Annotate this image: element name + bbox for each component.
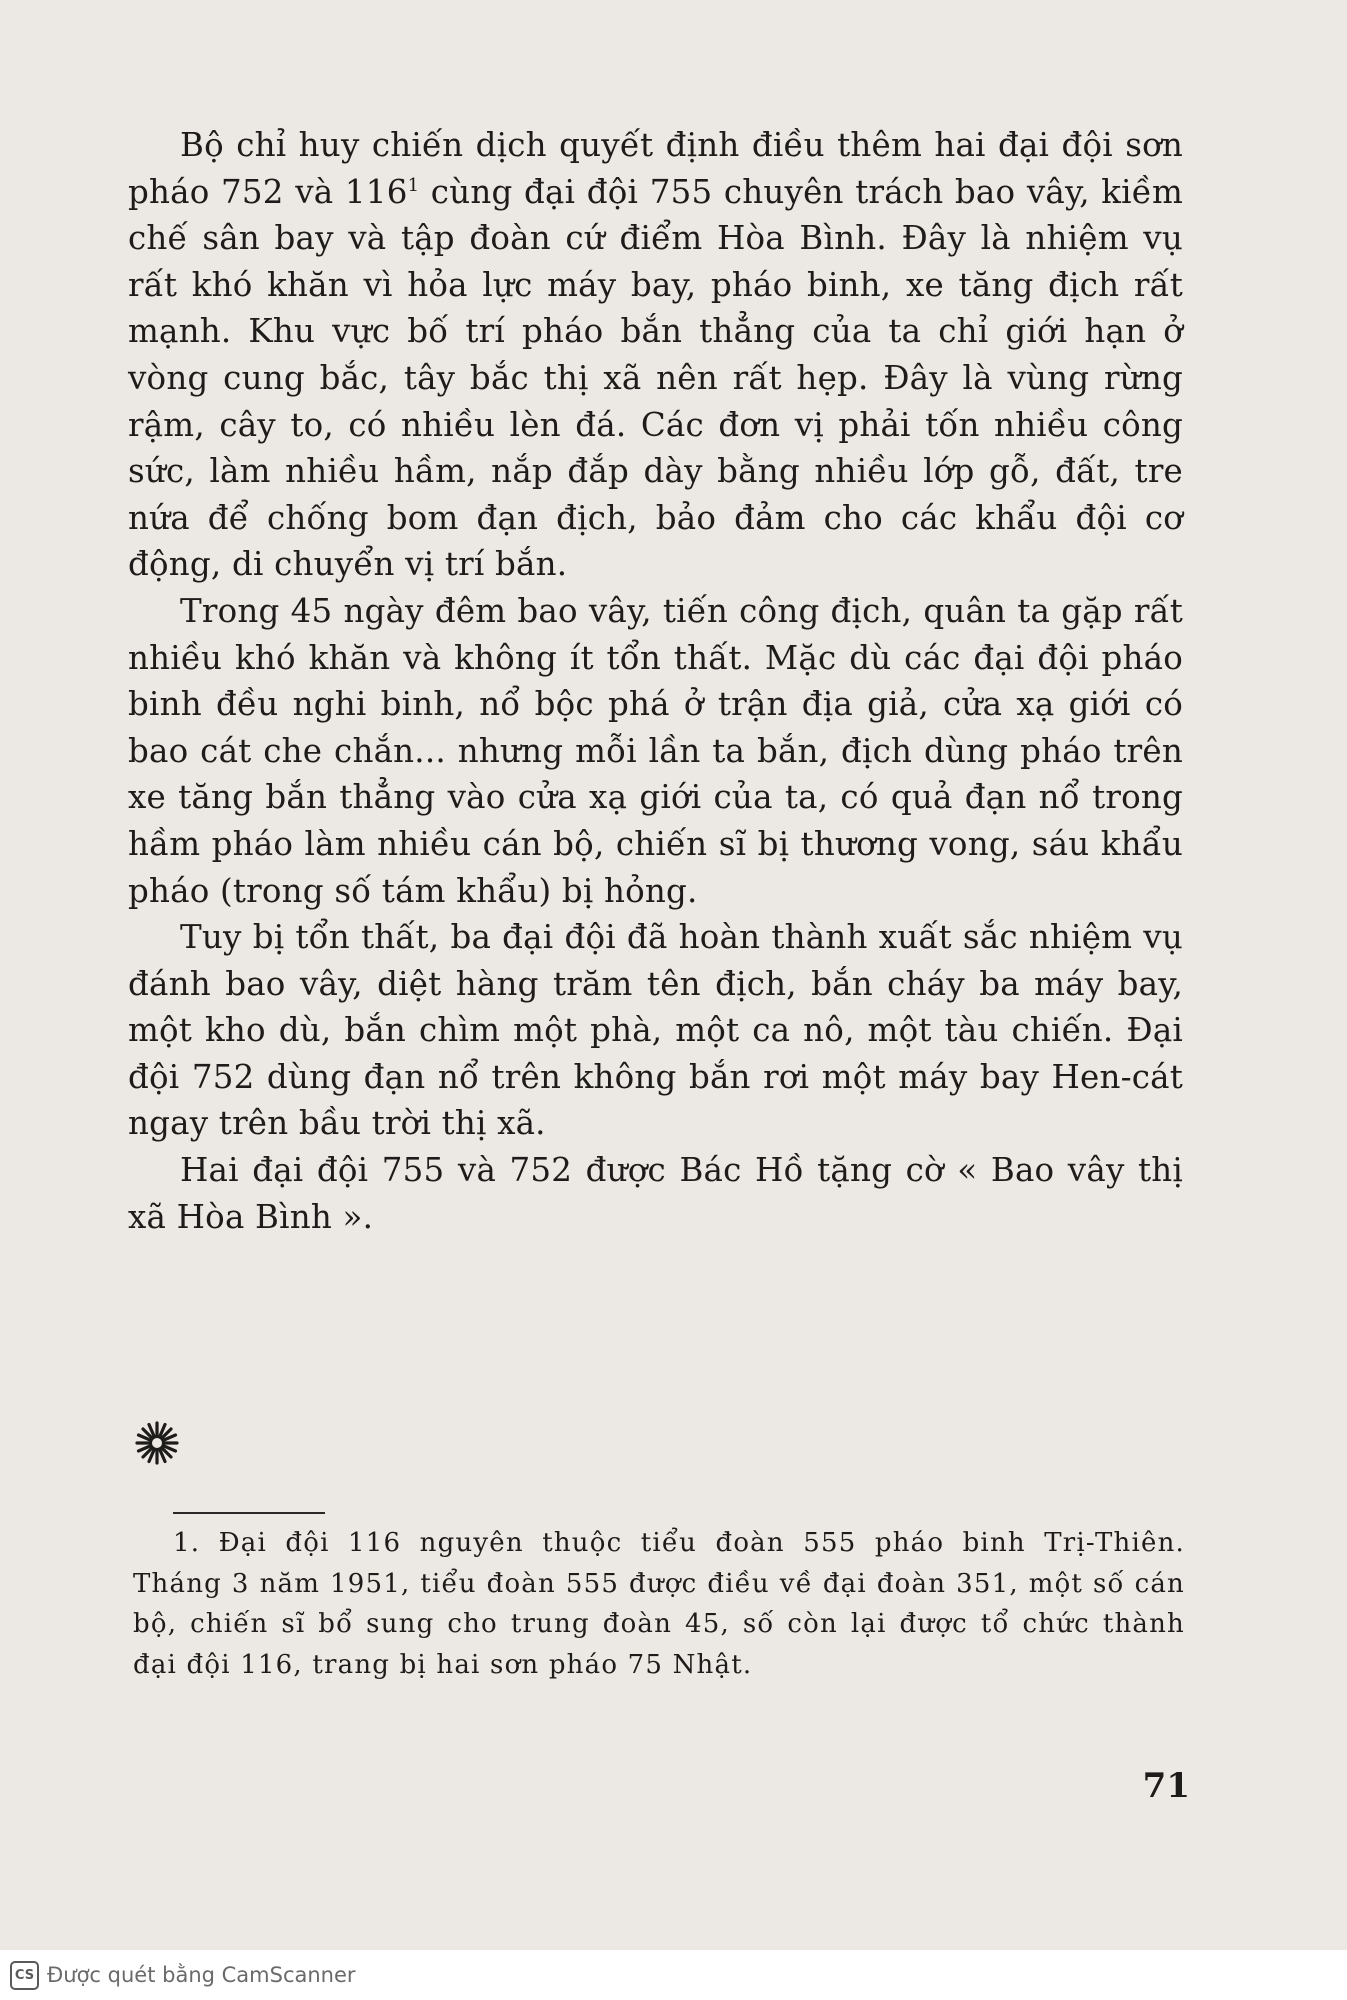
page-number: 71 — [1142, 1766, 1190, 1806]
paragraph-1-rest: cùng đại đội 755 chuyên trách bao vây, kiềm chế sân bay và tập đoàn cứ điểm Hòa Bình. Đây là nhiệm vụ rất khó khăn vì hỏa lực máy bay, pháo binh, xe tăng địch rất mạnh. Khu vực bố trí pháo bắn thẳng của ta chỉ giới hạn ở vòng cung bắc, tây bắc thị xã nên rất hẹp. Đây là vùng rừng rậm, cây to, có nhiều lèn đá. Các đơn vị phải tốn nhiều công sức, làm nhiều hầm, nắp đắp dày bằng nhiều lớp gỗ, đất, tre nứa để chống bom đạn địch, bảo đảm cho các khẩu đội cơ động, di chuyển vị trí bắn. — [128, 172, 1183, 584]
footnote-divider — [173, 1512, 325, 1514]
footnote-reference: 1 — [407, 174, 420, 196]
scanner-watermark-text: Được quét bằng CamScanner — [47, 1963, 356, 1987]
paragraph-4: Hai đại đội 755 và 752 được Bác Hồ tặng cờ « Bao vây thị xã Hòa Bình ». — [128, 1151, 1183, 1236]
paragraph-1 — [128, 122, 1183, 588]
footnote: 1. Đại đội 116 nguyên thuộc tiểu đoàn 555 pháo binh Trị-Thiên. Tháng 3 năm 1951, tiểu đoàn 555 được điều về đại đoàn 351, một số cán bộ, chiến sĩ bổ sung cho trung đoàn 45, số còn lại được tổ chức thành đại đội 116, trang bị hai sơn pháo 75 Nhật. — [133, 1528, 1185, 1680]
paragraph-1-lead: Bộ chỉ huy chiến dịch quyết định điều thêm hai đại đội sơn pháo 752 và 116 — [128, 126, 1183, 211]
paragraph-3: Tuy bị tổn thất, ba đại đội đã hoàn thành xuất sắc nhiệm vụ đánh bao vây, diệt hàng trăm tên địch, bắn cháy ba máy bay, một kho dù, bắn chìm một phà, một ca nô, một tàu chiến. Đại đội 752 dùng đạn nổ trên không bắn rơi một máy bay Hen-cát ngay trên bầu trời thị xã. — [128, 918, 1183, 1143]
body-text — [128, 122, 1183, 1240]
scanner-watermark-bar — [0, 1950, 1347, 2000]
asterisk-flower-icon — [132, 1418, 182, 1468]
camscanner-logo: CS — [10, 1961, 39, 1990]
paragraph-2: Trong 45 ngày đêm bao vây, tiến công địch, quân ta gặp rất nhiều khó khăn và không ít tổn thất. Mặc dù các đại đội pháo binh đều nghi binh, nổ bộc phá ở trận địa giả, cửa xạ giới có bao cát che chắn... nhưng mỗi lần ta bắn, địch dùng pháo trên xe tăng bắn thẳng vào cửa xạ giới của ta, có quả đạn nổ trong hầm pháo làm nhiều cán bộ, chiến sĩ bị thương vong, sáu khẩu pháo (trong số tám khẩu) bị hỏng. — [128, 591, 1183, 910]
